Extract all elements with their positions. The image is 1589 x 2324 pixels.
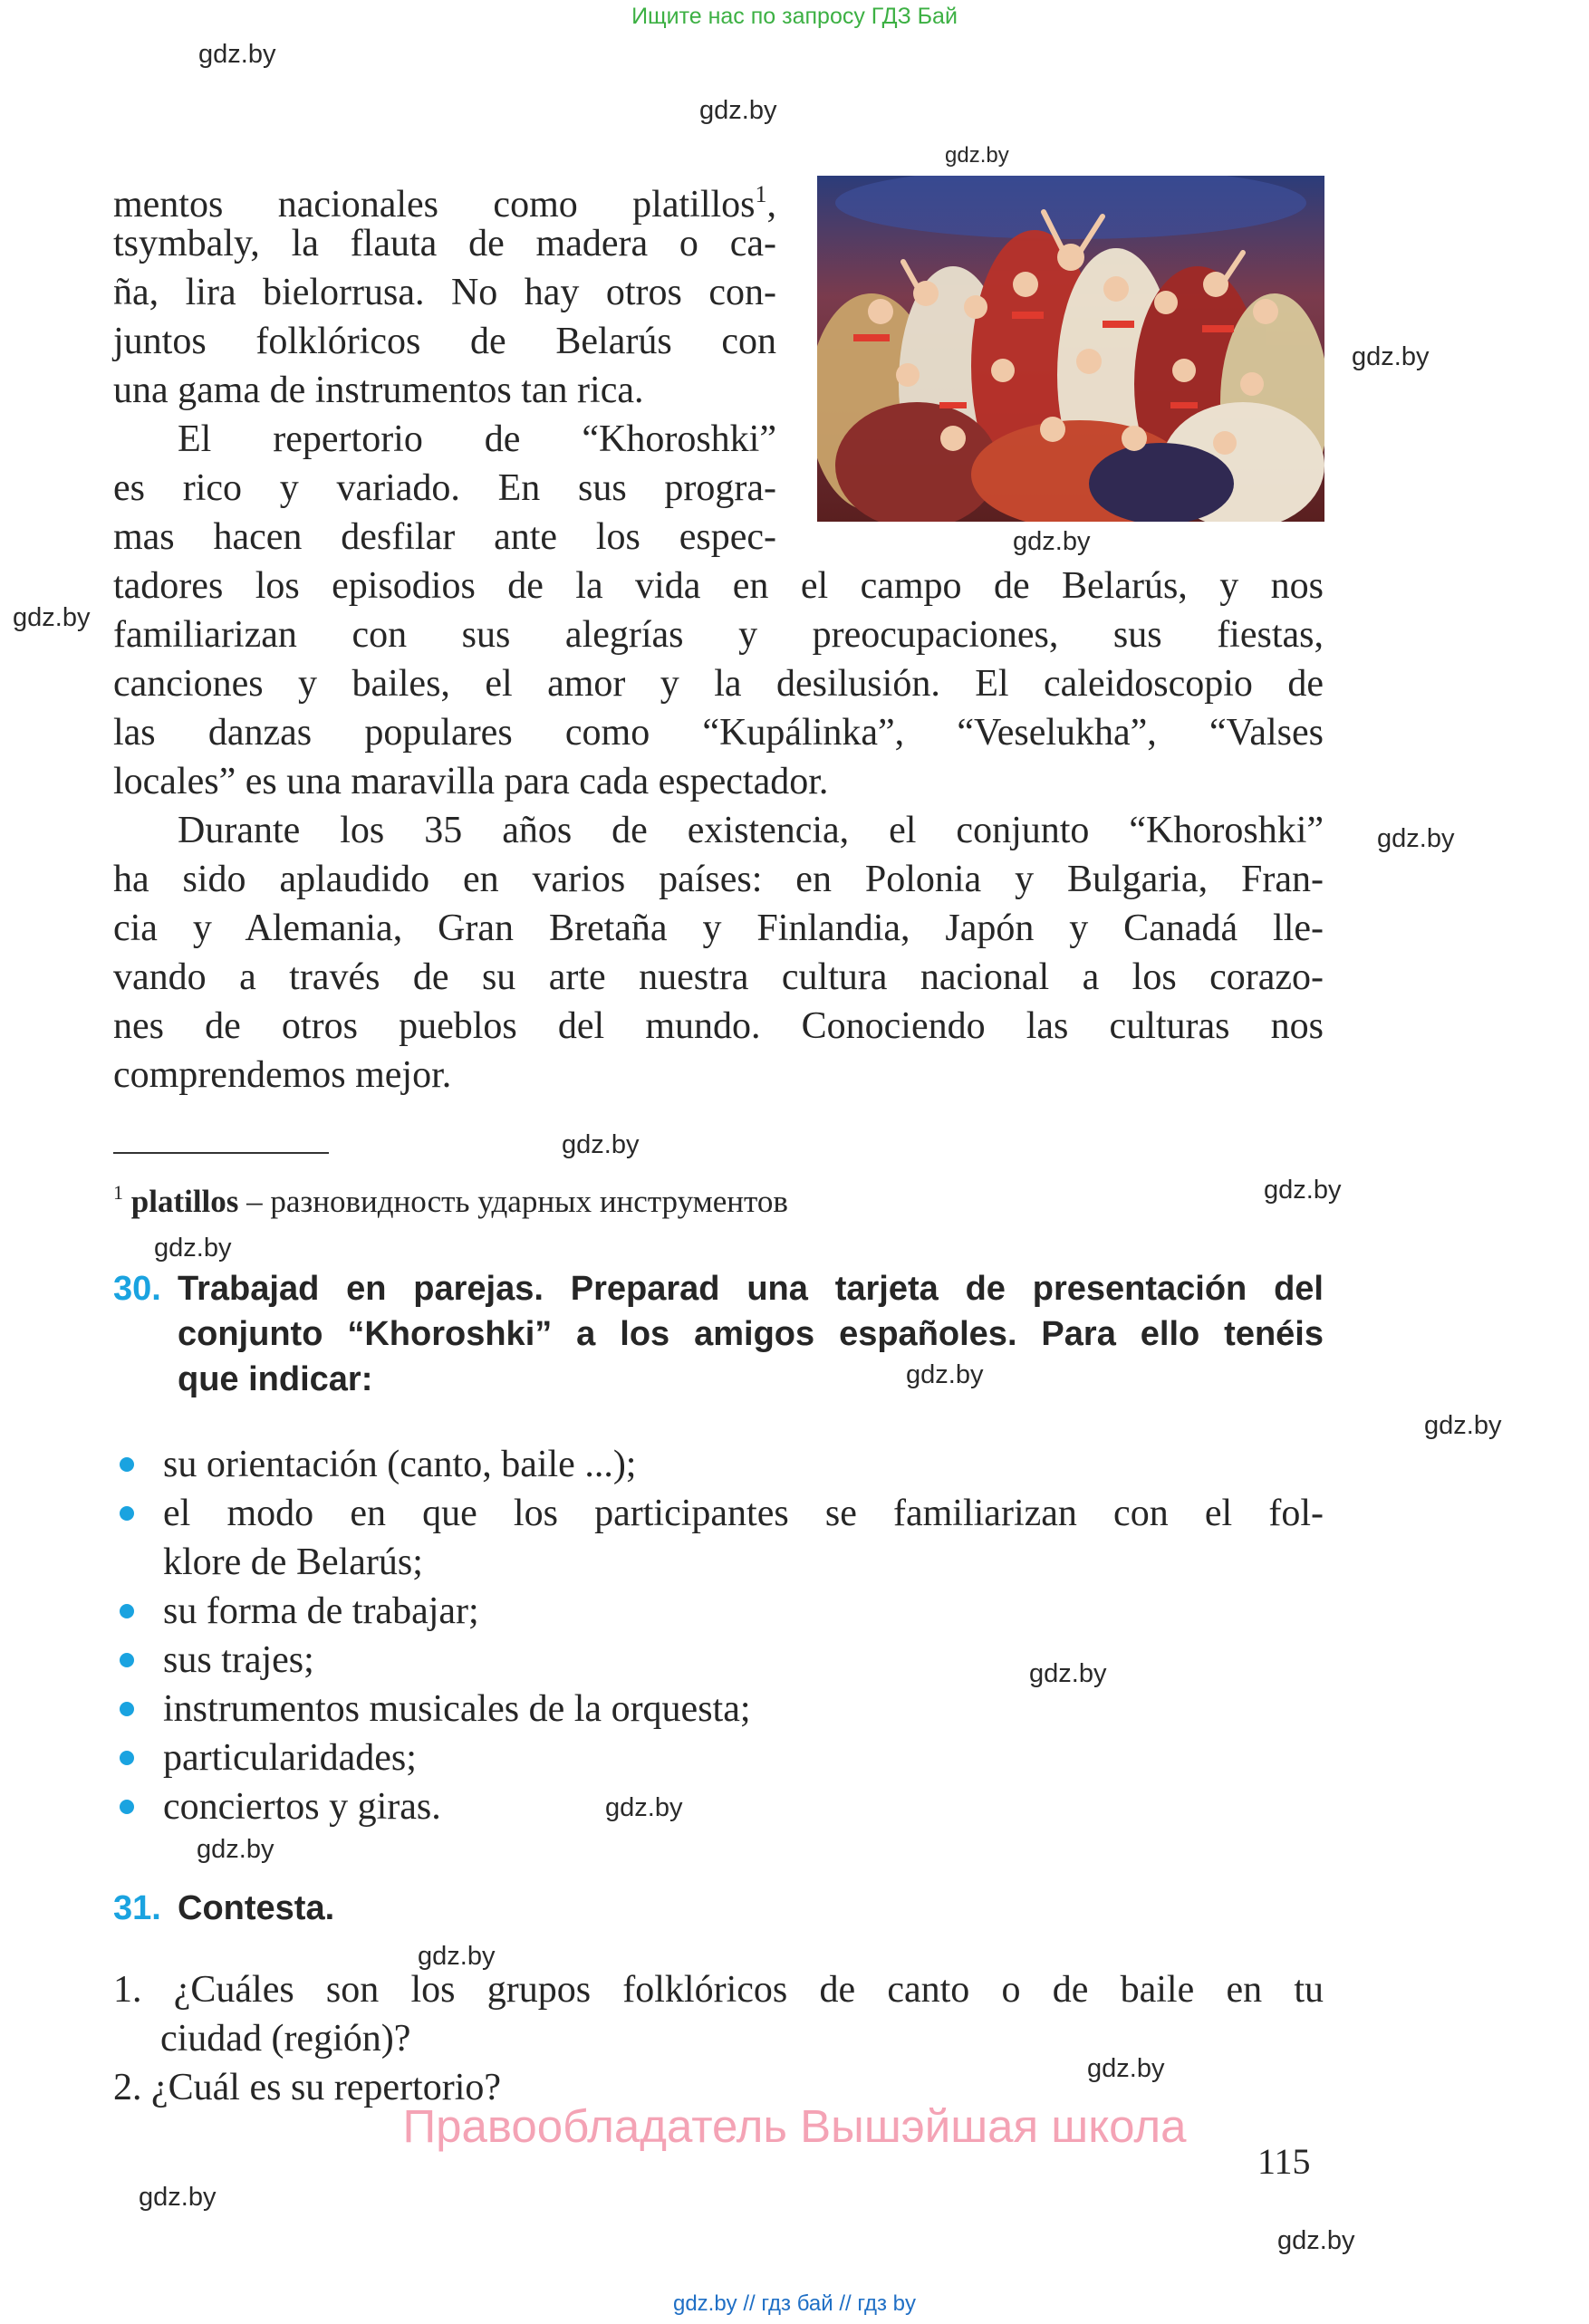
reading-line: mas hacen desfilar ante los espec- (113, 516, 776, 558)
bullet-dot (120, 1604, 134, 1618)
reading-line: juntos folklóricos de Belarús con (113, 321, 776, 362)
watermark: gdz.by (1087, 2054, 1165, 2083)
bullet-dot (120, 1751, 134, 1765)
bullet-dot (120, 1702, 134, 1716)
exercise-31-title: Contesta. (178, 1889, 335, 1927)
watermark: gdz.by (418, 1942, 496, 1971)
reading-line: una gama de instrumentos tan rica. (113, 370, 644, 411)
reading-line-text: mentos nacionales como platillos (113, 184, 756, 226)
watermark: gdz.by (1352, 342, 1430, 371)
watermark: gdz.by (1277, 2226, 1355, 2255)
reading-line: las danzas populares como “Kupálinka”, “Veselukha”, “Valses (113, 712, 1324, 754)
reading-line: es rico y variado. En sus progra- (113, 467, 776, 509)
footnote-number: 1 (113, 1181, 123, 1204)
bottom-banner[interactable]: gdz.by // гдз бай // гдз by (672, 2291, 917, 2316)
reading-line: ña, lira bielorrusa. No hay otros con- (113, 272, 776, 313)
bullet-item: conciertos y giras. (163, 1786, 441, 1828)
question-line: ciudad (región)? (160, 2018, 411, 2060)
reading-line: tsymbaly, la flauta de madera o ca- (113, 223, 776, 264)
photo-illustration (817, 176, 1324, 522)
exercise-30-number: 30. (113, 1270, 161, 1308)
exercise-30-line: conjunto “Khoroshki” a los amigos españoles. Para ello tenéis (178, 1315, 1324, 1353)
bullet-item: el modo en que los participantes se familiarizan con el fol- (163, 1493, 1324, 1534)
exercise-30-line: Trabajad en parejas. Preparad una tarjeta de presentación del (178, 1270, 1324, 1308)
reading-line: El repertorio de “Khoroshki” (178, 418, 776, 460)
watermark: gdz.by (154, 1234, 232, 1263)
footnote-marker: 1 (755, 181, 767, 207)
reading-line: cia y Alemania, Gran Bretaña y Finlandia, Japón y Canadá lle- (113, 908, 1324, 949)
bullet-dot (120, 1800, 134, 1814)
footnote-term: platillos (130, 1184, 239, 1219)
footnote-divider (113, 1152, 329, 1154)
watermark: gdz.by (699, 96, 777, 125)
bullet-item-continuation: klore de Belarús; (163, 1541, 423, 1583)
question-line: 1. ¿Cuáles son los grupos folklóricos de canto o de baile en tu (113, 1969, 1324, 2011)
exercise-31-number: 31. (113, 1889, 161, 1927)
watermark: gdz.by (1013, 527, 1091, 556)
bullet-dot (120, 1457, 134, 1472)
reading-line: vando a través de su arte nuestra cultura nacional a los corazo- (113, 956, 1324, 998)
reading-line: familiarizan con sus alegrías y preocupaciones, sus fiestas, (113, 614, 1324, 656)
bullet-dot (120, 1506, 134, 1521)
watermark: gdz.by (197, 1835, 274, 1864)
copyright-notice: Правообладатель Вышэйшая школа (402, 2100, 1187, 2152)
bullet-dot (120, 1653, 134, 1667)
bullet-item: sus trajes; (163, 1639, 314, 1681)
reading-line: canciones y bailes, el amor y la desilusión. El caleidoscopio de (113, 663, 1324, 705)
watermark: gdz.by (945, 143, 1009, 168)
watermark: gdz.by (1424, 1411, 1502, 1440)
watermark: gdz.by (605, 1793, 683, 1822)
reading-line: mentos nacionales como platillos$^1$, (113, 181, 776, 226)
bullet-item: particularidades; (163, 1737, 417, 1779)
footnote (113, 1173, 788, 1222)
question-line: 2. ¿Cuál es su repertorio? (113, 2067, 502, 2108)
folk-ensemble-photo (817, 176, 1324, 522)
bullet-item: su orientación (canto, baile ...); (163, 1444, 637, 1485)
top-banner: Ищите нас по запросу ГДЗ Бай (631, 4, 958, 29)
watermark: gdz.by (1264, 1176, 1342, 1205)
reading-line: locales” es una maravilla para cada espectador. (113, 761, 829, 802)
reading-line: nes de otros pueblos del mundo. Conociendo las culturas nos (113, 1005, 1324, 1047)
reading-line: ha sido aplaudido en varios países: en Polonia y Bulgaria, Fran- (113, 859, 1324, 900)
reading-line: comprendemos mejor. (113, 1054, 452, 1096)
reading-line: tadores los episodios de la vida en el campo de Belarús, y nos (113, 565, 1324, 607)
watermark: gdz.by (1029, 1659, 1107, 1688)
bullet-item: su forma de trabajar; (163, 1590, 479, 1632)
footnote-definition: – разновидность ударных инструментов (238, 1184, 788, 1219)
watermark: gdz.by (906, 1360, 984, 1389)
reading-line: Durante los 35 años de existencia, el conjunto “Khoroshki” (178, 810, 1324, 851)
watermark: gdz.by (1377, 824, 1455, 853)
exercise-30-line: que indicar: (178, 1360, 373, 1398)
watermark: gdz.by (562, 1130, 640, 1159)
bullet-item: instrumentos musicales de la orquesta; (163, 1688, 751, 1730)
page-number: 115 (1257, 2141, 1311, 2182)
watermark: gdz.by (198, 40, 276, 69)
watermark: gdz.by (139, 2183, 217, 2212)
watermark: gdz.by (13, 603, 91, 632)
